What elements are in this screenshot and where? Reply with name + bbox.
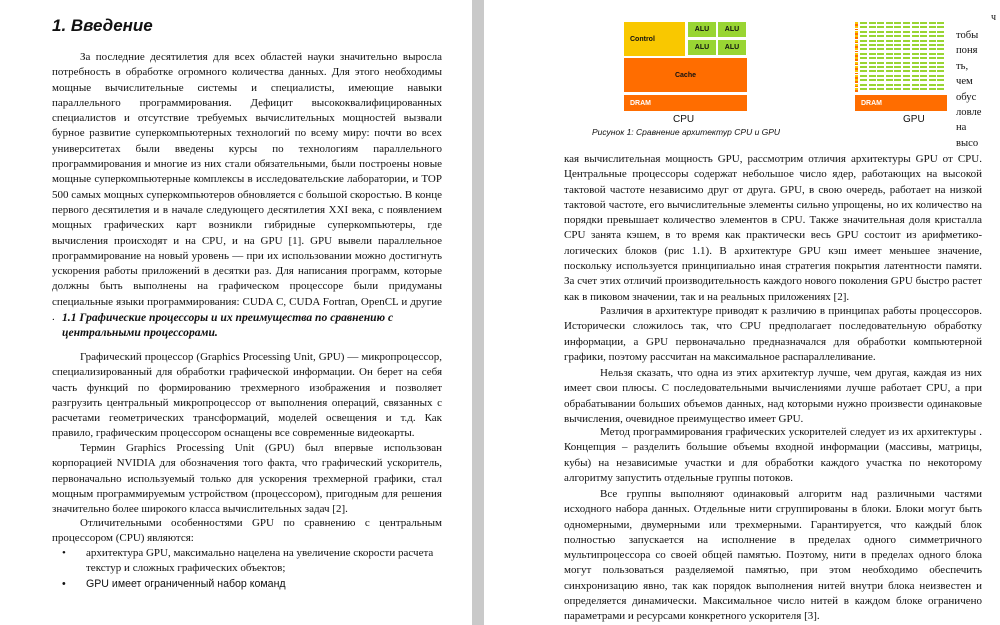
gpu-alu-cell bbox=[860, 53, 867, 55]
gpu-alu-cell bbox=[886, 53, 893, 55]
gpu-alu-cell bbox=[869, 53, 876, 55]
gpu-alu-cell bbox=[869, 48, 876, 50]
gpu-alu-cell bbox=[937, 53, 944, 55]
gpu-alu-cell bbox=[903, 88, 910, 90]
cpu-cache-block: Cache bbox=[624, 58, 747, 92]
gpu-alu-cell bbox=[894, 79, 901, 81]
gpu-alu-cell bbox=[929, 53, 936, 55]
gpu-alu-cell bbox=[920, 44, 927, 46]
gpu-alu-cell bbox=[877, 70, 884, 72]
gpu-alu-cell bbox=[869, 75, 876, 77]
gpu-dram-block: DRAM bbox=[855, 95, 947, 111]
gpu-alu-cell bbox=[937, 66, 944, 68]
gpu-alu-cell bbox=[937, 35, 944, 37]
gpu-alu-cell bbox=[869, 31, 876, 33]
gpu-alu-cell bbox=[920, 75, 927, 77]
gpu-alu-cell bbox=[894, 88, 901, 90]
document-page-1 bbox=[0, 0, 472, 625]
gpu-alu-cell bbox=[869, 26, 876, 28]
gpu-alu-cell bbox=[869, 66, 876, 68]
gpu-alu-cell bbox=[877, 53, 884, 55]
gpu-alu-cell bbox=[920, 35, 927, 37]
gpu-alu-cell bbox=[860, 75, 867, 77]
gpu-alu-cell bbox=[937, 22, 944, 24]
gpu-alu-cell bbox=[886, 26, 893, 28]
gpu-alu-cell bbox=[860, 48, 867, 50]
cpu-alu-block: ALU bbox=[718, 40, 746, 55]
gpu-alu-cell bbox=[920, 70, 927, 72]
gpu-alu-cell bbox=[912, 48, 919, 50]
gpu-alu-cell bbox=[894, 84, 901, 86]
gpu-alu-cell bbox=[903, 70, 910, 72]
cpu-alu-block: ALU bbox=[688, 22, 716, 37]
gpu-alu-cell bbox=[903, 26, 910, 28]
gpu-alu-cell bbox=[920, 66, 927, 68]
gpu-alu-cell bbox=[929, 66, 936, 68]
gpu-alu-cell bbox=[903, 22, 910, 24]
gpu-alu-cell bbox=[937, 75, 944, 77]
gpu-alu-cell bbox=[920, 57, 927, 59]
gpu-alu-cell bbox=[920, 22, 927, 24]
gpu-alu-cell bbox=[929, 75, 936, 77]
gpu-alu-cell bbox=[877, 79, 884, 81]
gpu-alu-cell bbox=[920, 48, 927, 50]
gpu-alu-cell bbox=[912, 31, 919, 33]
gpu-alu-cell bbox=[869, 57, 876, 59]
gpu-alu-cell bbox=[860, 26, 867, 28]
cpu-dram-block: DRAM bbox=[624, 95, 747, 111]
gpu-alu-cell bbox=[860, 22, 867, 24]
gpu-alu-cell bbox=[886, 75, 893, 77]
paragraph-architecture: кая вычислительная мощность GPU, рассмотрим отличия архитектуры GPU от CPU. Центральные процессоры содержат небольшое число ядер, работающих на высокой тактовой частоте независимо друг от друга. GPU, в свою очередь, работает на низкой тактовой частоте, его вычислительные элементы сильно упрощены, но их количество на порядки превышает количество элементов в CPU. Также значительная доля кристалла CPU занята кэшем, в то время как практически весь GPU состоит из арифметико-логических блоков (рис 1.1). В архитектуре GPU кэш имеет меньшее значение, поскольку используется принципиально иная стратегия покрытия латентности памяти. За счет этих отличий производительность каждого нового поколения GPU быстро растет как в пиковом значении, так и на реальных приложениях [2]. bbox=[564, 153, 982, 303]
gpu-alu-cell bbox=[894, 31, 901, 33]
gpu-label: GPU bbox=[903, 114, 925, 125]
gpu-alu-cell bbox=[929, 26, 936, 28]
gpu-alu-cell bbox=[912, 44, 919, 46]
gpu-alu-cell bbox=[929, 44, 936, 46]
gpu-alu-cell bbox=[912, 57, 919, 59]
gpu-alu-cell bbox=[886, 22, 893, 24]
gpu-alu-cell bbox=[860, 62, 867, 64]
gpu-alu-cell bbox=[912, 53, 919, 55]
gpu-alu-cell bbox=[929, 70, 936, 72]
section-heading: 1. Введение bbox=[52, 16, 153, 35]
gpu-alu-cell bbox=[903, 53, 910, 55]
gpu-alu-cell bbox=[912, 62, 919, 64]
gpu-alu-cell bbox=[929, 57, 936, 59]
gpu-alu-cell bbox=[903, 79, 910, 81]
gpu-alu-cell bbox=[886, 88, 893, 90]
gpu-alu-cell bbox=[877, 62, 884, 64]
gpu-alu-cell bbox=[937, 62, 944, 64]
gpu-alu-cell bbox=[877, 31, 884, 33]
gpu-alu-cell bbox=[877, 88, 884, 90]
gpu-alu-cell bbox=[912, 66, 919, 68]
gpu-alu-cell bbox=[920, 31, 927, 33]
gpu-alu-cell bbox=[860, 44, 867, 46]
gpu-alu-cell bbox=[929, 88, 936, 90]
gpu-alu-cell bbox=[937, 48, 944, 50]
gpu-alu-cell bbox=[929, 62, 936, 64]
gpu-alu-cell bbox=[894, 66, 901, 68]
gpu-alu-cell bbox=[894, 70, 901, 72]
cpu-alu-block: ALU bbox=[718, 22, 746, 37]
gpu-alu-cell bbox=[912, 70, 919, 72]
gpu-alu-cell bbox=[894, 53, 901, 55]
gpu-alu-cell bbox=[886, 44, 893, 46]
intro-paragraph: За последние десятилетия для всех областей науки значительно выросла потребность в обработке огромного количества данных. Для этого необходимы мощные вычислительные системы и специалисты, имеющие навыки параллельного программирования. Дефицит высококвалифицированных специалистов и отсутствие требуемых вычислительных мощностей вызвали бурное развитие суперкомпьютерных технологий по всему миру: почти во всех университетах были введены курсы по технологиям параллельного программирования и многие из них стали обязательными, были построены новые мощные суперкомпьютерные комплексы в исследовательские лаборатории, и TOP 500 самых мощных суперкомпьютеров обновляется с большой скоростью. В конце первого десятилетия и в начале следующего десятилетия XXI века, с появлением мощных графических карт возникли гибридные суперкомпьютеры, где вычисления происходят и на CPU, и на GPU [1]. GPU вывели параллельное программирование на новый уровень — при их использовании можно достигнуть ускорения работы приложений в десятки раз. Для написания программ, которые должны быть выполнены на графическом процессоре были придуманы специальные языки программирования: CUDA C, CUDA Fortran, OpenCL и другие . bbox=[52, 51, 442, 324]
figure-caption: Рисунок 1: Сравнение архитектур CPU и GPU bbox=[592, 127, 781, 137]
gpu-alu-cell bbox=[894, 75, 901, 77]
gpu-alu-cell bbox=[912, 40, 919, 42]
gpu-alu-cell bbox=[877, 75, 884, 77]
gpu-alu-cell bbox=[903, 40, 910, 42]
gpu-alu-cell bbox=[869, 62, 876, 64]
gpu-alu-cell bbox=[877, 26, 884, 28]
gpu-alu-cell bbox=[894, 48, 901, 50]
gpu-alu-cell bbox=[937, 40, 944, 42]
gpu-alu-cell bbox=[877, 48, 884, 50]
gpu-alu-cell bbox=[877, 22, 884, 24]
gpu-alu-cell bbox=[937, 79, 944, 81]
gpu-alu-cell bbox=[860, 31, 867, 33]
gpu-alu-cell bbox=[886, 48, 893, 50]
gpu-alu-cell bbox=[937, 31, 944, 33]
gpu-alu-cell bbox=[929, 22, 936, 24]
gpu-alu-cell bbox=[920, 84, 927, 86]
gpu-alu-cell bbox=[869, 88, 876, 90]
gpu-alu-cell bbox=[937, 44, 944, 46]
gpu-alu-cell bbox=[869, 44, 876, 46]
gpu-alu-cell bbox=[903, 62, 910, 64]
list-item: • архитектура GPU, максимально нацелена на увеличение скорости расчета текстур и сложных графических объектов; bbox=[62, 546, 442, 577]
gpu-alu-cell bbox=[937, 57, 944, 59]
gpu-alu-cell bbox=[860, 79, 867, 81]
gpu-alu-cell bbox=[937, 88, 944, 90]
gpu-alu-cell bbox=[903, 44, 910, 46]
paragraph-programming-method: Метод программирования графических ускорителей следует из их архитектуры . Концепция – разделить большие объемы входной информации (массивы, матрицы, кубы) на независимые участки и для обработки каждого участка по некоторому алгоритму запустить отдельные группы потоков. bbox=[564, 426, 982, 484]
gpu-alu-cell bbox=[886, 40, 893, 42]
gpu-alu-cell bbox=[877, 66, 884, 68]
gpu-alu-cell bbox=[886, 31, 893, 33]
gpu-alu-cell bbox=[920, 40, 927, 42]
gpu-alu-cell bbox=[860, 88, 867, 90]
gpu-alu-cell bbox=[860, 35, 867, 37]
gpu-alu-cell bbox=[886, 79, 893, 81]
gpu-alu-cell bbox=[912, 79, 919, 81]
gpu-alu-cell bbox=[920, 88, 927, 90]
paragraph-thread-groups: Все группы выполняют одинаковый алгоритм над различными частями исходного набора данных. Отдельные нити сгруппированы в блоки. Блоки могут быть одномерными, двумерными или трехмерными. Гарантируется, что каждый блок полностью запускается на исполнение в пределах одного симметричного мультипроцессора со своей общей памятью. Поэтому, нити в пределах одного блока могут пользоваться разделяемой памятью, при этом необходимо обеспечить синхронизацию явно, так как порядок выполнения нитей внутри блока неизвестен и определяется динамически. Максимальное число нитей в каждом блоке ограничено параметрами и ресурсами конкретного ускорителя [3]. bbox=[564, 488, 982, 623]
paragraph-features-intro: Отличительными особенностями GPU по сравнению с центральным процессором (CPU) являются: bbox=[52, 517, 442, 545]
gpu-alu-cell bbox=[912, 75, 919, 77]
gpu-alu-cell bbox=[937, 26, 944, 28]
gpu-alu-cell bbox=[869, 40, 876, 42]
gpu-alu-cell bbox=[886, 62, 893, 64]
stray-character: ч bbox=[991, 12, 997, 23]
gpu-alu-cell bbox=[903, 48, 910, 50]
gpu-alu-cell bbox=[877, 57, 884, 59]
paragraph-comparison: Нельзя сказать, что одна из этих архитектур лучше, чем другая, каждая из них имеет свои плюсы. С последовательными вычислениями лучше работает CPU, а при обрабатывании больших объемов данных, над которыми нужно произвести одинаковые вычисления, очевидное преимущество имеет GPU. bbox=[564, 367, 982, 425]
gpu-alu-cell bbox=[869, 70, 876, 72]
gpu-alu-cell bbox=[937, 84, 944, 86]
gpu-alu-cell bbox=[894, 40, 901, 42]
gpu-alu-cell bbox=[929, 48, 936, 50]
gpu-alu-cell bbox=[894, 35, 901, 37]
gpu-alu-cell bbox=[903, 31, 910, 33]
gpu-alu-cell bbox=[937, 70, 944, 72]
gpu-alu-cell bbox=[929, 31, 936, 33]
paragraph-gpu-definition: Графический процессор (Graphics Processing Unit, GPU) — микропроцессор, специализированный для обработки графической информации. Он берет на себя часть функций по формированию трехмерного изображения и позволяет разгрузить центральный микропроцессор от выполнения операций, связанных с расчетами геометрических трансформаций, моделей освещения и т.д. Как правило, графическим процессором оснащены все современные видеокарты. bbox=[52, 351, 442, 440]
gpu-alu-cell bbox=[860, 70, 867, 72]
gpu-alu-cell bbox=[886, 70, 893, 72]
gpu-alu-cell bbox=[877, 44, 884, 46]
gpu-alu-cell bbox=[894, 57, 901, 59]
gpu-alu-cell bbox=[886, 57, 893, 59]
gpu-alu-cell bbox=[912, 26, 919, 28]
gpu-alu-cell bbox=[920, 26, 927, 28]
gpu-alu-cell bbox=[860, 66, 867, 68]
gpu-alu-cell bbox=[929, 79, 936, 81]
gpu-alu-cell bbox=[894, 26, 901, 28]
gpu-alu-cell bbox=[860, 40, 867, 42]
gpu-alu-cell bbox=[929, 35, 936, 37]
gpu-alu-cell bbox=[877, 40, 884, 42]
gpu-alu-cell bbox=[886, 35, 893, 37]
gpu-alu-cell bbox=[877, 35, 884, 37]
gpu-alu-cell bbox=[912, 84, 919, 86]
cpu-control-block: Control bbox=[624, 22, 685, 56]
gpu-alu-cell bbox=[869, 79, 876, 81]
gpu-alu-cell bbox=[912, 22, 919, 24]
gpu-alu-cell bbox=[920, 62, 927, 64]
gpu-alu-cell bbox=[860, 57, 867, 59]
gpu-alu-cell bbox=[877, 84, 884, 86]
gpu-alu-cell bbox=[929, 40, 936, 42]
list-item: • GPU имеет ограниченный набор команд bbox=[62, 577, 442, 592]
gpu-alu-cell bbox=[903, 35, 910, 37]
gpu-alu-grid bbox=[855, 22, 947, 92]
gpu-alu-cell bbox=[912, 35, 919, 37]
gpu-alu-cell bbox=[912, 88, 919, 90]
features-list bbox=[62, 546, 442, 592]
gpu-alu-cell bbox=[903, 75, 910, 77]
document-page-2 bbox=[484, 0, 1000, 625]
gpu-alu-cell bbox=[920, 53, 927, 55]
gpu-alu-cell bbox=[886, 66, 893, 68]
cpu-alu-block: ALU bbox=[688, 40, 716, 55]
gpu-alu-cell bbox=[903, 84, 910, 86]
wrapped-text-column: тобы поня ть, чем обус ловле на высо bbox=[956, 30, 982, 149]
cpu-label: CPU bbox=[673, 114, 695, 125]
gpu-cache-cell bbox=[855, 90, 858, 92]
gpu-alu-cell bbox=[869, 35, 876, 37]
subsection-heading: 1.1 Графические процессоры и их преимущества по сравнению с центральными процессорами. bbox=[62, 311, 394, 339]
gpu-alu-cell bbox=[894, 62, 901, 64]
gpu-alu-cell bbox=[903, 66, 910, 68]
gpu-alu-cell bbox=[929, 84, 936, 86]
gpu-alu-cell bbox=[894, 44, 901, 46]
paragraph-differences: Различия в архитектуре приводят к различию в принципах работы процессоров. Исторически сложилось так, что CPU предполагает последовательную обработку информации, а GPU первоначально предназначался для обработки компьютерной графики, поэтому рассчитан на максимальное распараллеливание. bbox=[564, 305, 982, 363]
gpu-alu-cell bbox=[894, 22, 901, 24]
gpu-alu-cell bbox=[869, 22, 876, 24]
gpu-alu-cell bbox=[886, 84, 893, 86]
gpu-alu-cell bbox=[860, 84, 867, 86]
gpu-alu-cell bbox=[869, 84, 876, 86]
gpu-alu-cell bbox=[903, 57, 910, 59]
paragraph-gpu-term: Термин Graphics Processing Unit (GPU) был впервые использован корпорацией NVIDIA для обозначения того факта, что графический ускоритель, первоначально используемый только для ускорения трехмерной графики, стал мощным программируемым устройством (процессором), пригодным для решения значительно более широкого класса вычислительных задач [2]. bbox=[52, 442, 442, 516]
gpu-alu-cell bbox=[920, 79, 927, 81]
